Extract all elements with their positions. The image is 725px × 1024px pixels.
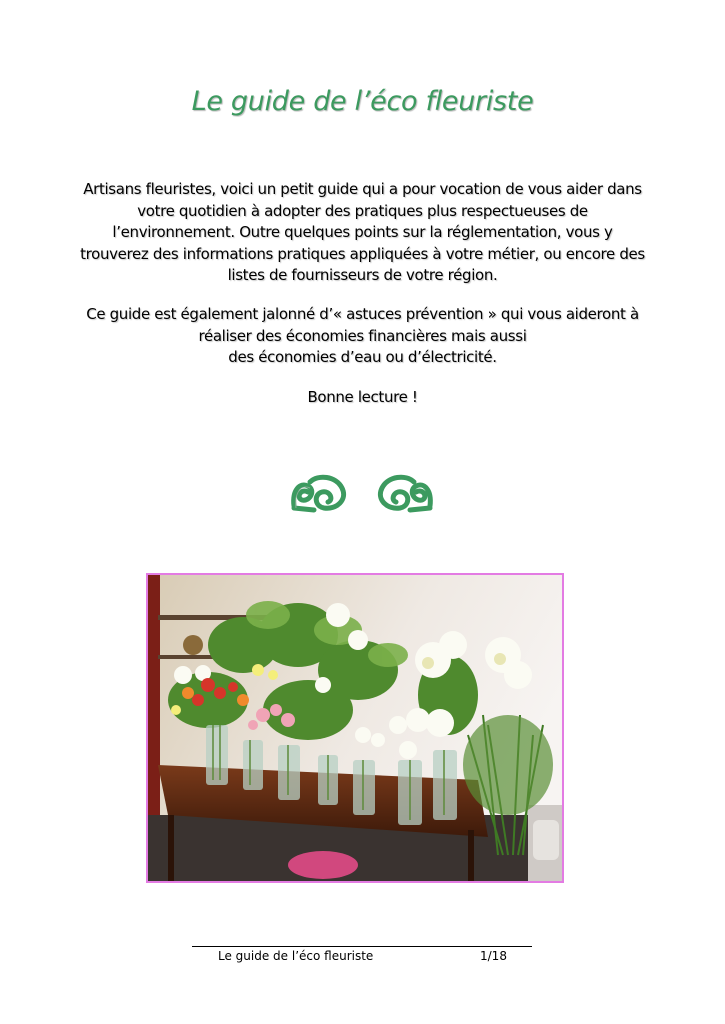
intro-line: votre quotidien à adopter des pratiques plus respectueuses de	[137, 201, 588, 220]
intro-line: Artisans fleuristes, voici un petit guide qui a pour vocation de vous aider dans	[83, 180, 642, 198]
page-title: Le guide de l’éco fleuriste	[191, 86, 534, 117]
ornament-divider	[0, 470, 725, 520]
intro-paragraph	[70, 179, 655, 287]
flower-display-image	[148, 575, 562, 881]
left-flourish-icon	[288, 470, 350, 514]
footer-document-title: Le guide de l’éco fleuriste	[218, 949, 374, 963]
tips-line: Ce guide est également jalonné d’« astuces prévention » qui vous aideront à	[86, 305, 639, 323]
right-flourish-icon	[374, 470, 436, 514]
flower-shop-photo	[146, 573, 564, 883]
tips-line: réaliser des économies financières mais aussi	[198, 326, 527, 345]
closing-text: Bonne lecture !	[307, 388, 418, 406]
intro-line: trouverez des informations pratiques appliquées à votre métier, ou encore des	[80, 244, 645, 263]
tips-line: des économies d’eau ou d’électricité.	[228, 348, 497, 366]
footer-divider	[192, 946, 532, 947]
footer-page-number: 1/18	[480, 949, 507, 963]
tips-paragraph	[70, 304, 655, 369]
intro-line: listes de fournisseurs de votre région.	[227, 266, 498, 284]
intro-line: l’environnement. Outre quelques points sur la réglementation, vous y	[112, 223, 613, 241]
